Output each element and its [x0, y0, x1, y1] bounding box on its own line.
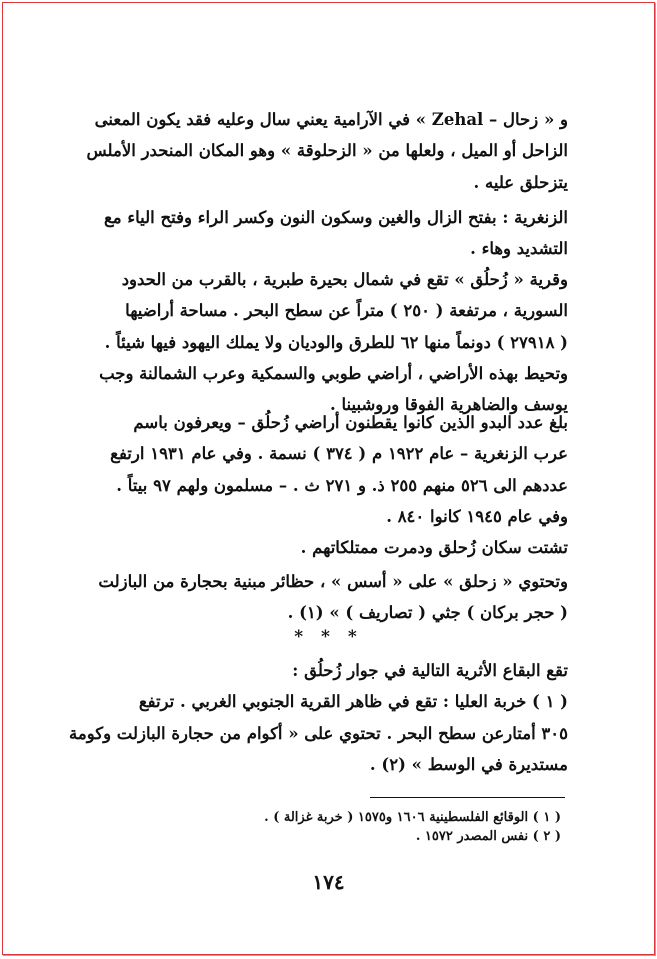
text-line: وتحيط بهذه الأراضي ، أراضي طوبي والسمكية وعرب الشمالنة وجب: [99, 363, 568, 383]
text-line: ٣٠٥ أمتارعن سطح البحر . تحتوي على « أكوام من حجارة البازلت وكومة: [69, 723, 568, 743]
text-line: وتحتوي « زحلق » على « أسس » ، حظائر مبنية بحجارة من البازلت: [98, 572, 568, 591]
text-line: يتزحلق عليه .: [473, 172, 568, 192]
archaeological-sites-section: [69, 655, 568, 780]
text-line: الزنغرية : بفتح الزال والغين وسكون النون وكسر الراء وفتح الياء مع: [104, 208, 568, 227]
text-line: تشتت سكان زُحلق ودمرت ممتلكاتهم .: [300, 538, 568, 558]
text-line: عرب الزنغرية – عام ١٩٢٢ م ( ٣٧٤ ) نسمة . وفي عام ١٩٣١ ارتفع: [110, 444, 568, 464]
text-line: الزاحل أو الميل ، ولعلها من « الزحلوقة » وهو المكان المنحدر الأملس: [86, 141, 568, 161]
text-line: السورية ، مرتفعة ( ٢٥٠ ) متراً عن سطح البحر . مساحة أراضيها: [125, 301, 568, 321]
text-line: التشديد وهاء .: [470, 239, 568, 259]
text-line: وفي عام ١٩٤٥ كانوا ٨٤٠ .: [386, 506, 568, 526]
paragraph-village-location: [83, 264, 568, 420]
paragraph-contents: [83, 566, 568, 629]
footnote-divider: [370, 797, 565, 798]
text-line: بلغ عدد البدو الذين كانوا يقطنون أراضي زُحلُق – ويعرفون باسم: [133, 413, 568, 432]
text-line: و « زحال – Zehal » في الآرامية يعني سال وعليه فقد يكون المعنى: [94, 110, 568, 129]
footnote-1: ( ١ ) الوقائع الفلسطينية ١٦٠٦ و١٥٧٥ ( خربة غزالة ) .: [264, 810, 561, 825]
paragraph-population: [83, 407, 568, 563]
footnote-2: ( ٢ ) نفس المصدر ١٥٧٢ .: [415, 829, 561, 844]
page-number: ١٧٤: [312, 870, 345, 894]
paragraph-zanghariyya: [83, 202, 568, 265]
section-separator: * * *: [294, 627, 363, 647]
text-line: ( ٢٧٩١٨ ) دونماً منها ٦٢ للطرق والوديان ولا يملك اليهود فيها شيئاً .: [104, 332, 568, 352]
text-line: ( حجر بركان ) جثي ( تصاريف ) » (١) .: [287, 603, 568, 623]
text-line: مستديرة في الوسط » (٢) .: [369, 754, 568, 774]
text-line: ( ١ ) خربة العليا : تقع في ظاهر القرية الجنوبي الغربي . ترتفع: [138, 692, 568, 712]
text-line: وقرية « زُحلُق » تقع في شمال بحيرة طبرية ، بالقرب من الحدود: [121, 270, 568, 289]
paragraph-zehal: [83, 104, 568, 198]
text-line: يوسف والضاهرية الفوقا وروشبينا .: [330, 395, 568, 415]
book-page: [2, 2, 655, 955]
section-heading: تقع البقاع الأثرية التالية في جوار زُحلُق :: [292, 661, 568, 680]
text-line: عددهم الى ٥٢٦ منهم ٢٥٥ ذ. و ٢٧١ ث . – مسلمون ولهم ٩٧ بيتاً .: [116, 475, 568, 495]
